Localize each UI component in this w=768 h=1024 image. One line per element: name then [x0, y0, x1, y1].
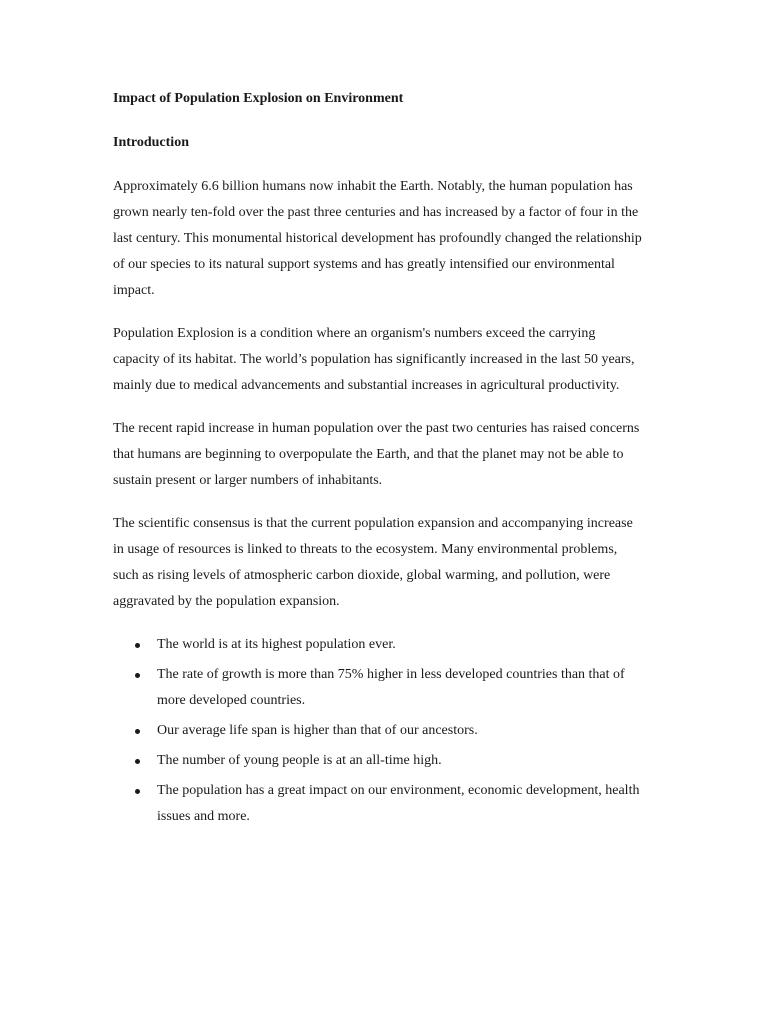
bullet-list — [113, 632, 643, 830]
bullet-icon — [135, 729, 140, 734]
bullet-icon — [135, 643, 140, 648]
bullet-icon — [135, 673, 140, 678]
list-item — [113, 632, 643, 658]
list-item — [113, 662, 643, 714]
list-item-text: The world is at its highest population ever. — [157, 637, 396, 652]
paragraph-1: Approximately 6.6 billion humans now inhabit the Earth. Notably, the human population has grown nearly ten-fold over the past three centuries and has increased by a factor of four in the last century. This monumental historical development has profoundly changed the relationship of our species to its natural support systems and has greatly intensified our environmental impact. — [113, 179, 642, 298]
list-item — [113, 718, 643, 744]
list-item-text: Our average life span is higher than that of our ancestors. — [157, 723, 478, 738]
paragraph-2: Population Explosion is a condition where an organism's numbers exceed the carrying capacity of its habitat. The world’s population has significantly increased in the last 50 years, mainly due to medical advancements and substantial increases in agricultural productivity. — [113, 326, 635, 393]
list-item — [113, 748, 643, 774]
bullet-icon — [135, 789, 140, 794]
list-item-text: The rate of growth is more than 75% higher in less developed countries than that of more developed countries. — [157, 667, 625, 708]
list-item-text: The number of young people is at an all-time high. — [157, 753, 442, 768]
document-page — [113, 88, 643, 834]
bullet-icon — [135, 759, 140, 764]
list-item-text: The population has a great impact on our environment, economic development, health issues and more. — [157, 783, 640, 824]
paragraph-3: The recent rapid increase in human population over the past two centuries has raised concerns that humans are beginning to overpopulate the Earth, and that the planet may not be able to sustain present or larger numbers of inhabitants. — [113, 421, 640, 488]
paragraph-4: The scientific consensus is that the current population expansion and accompanying increase in usage of resources is linked to threats to the ecosystem. Many environmental problems, such as rising levels of atmospheric carbon dioxide, global warming, and pollution, were aggravated by the population expansion. — [113, 516, 633, 609]
section-heading-introduction: Introduction — [113, 135, 189, 150]
document-title: Impact of Population Explosion on Environment — [113, 91, 404, 106]
list-item — [113, 778, 643, 830]
